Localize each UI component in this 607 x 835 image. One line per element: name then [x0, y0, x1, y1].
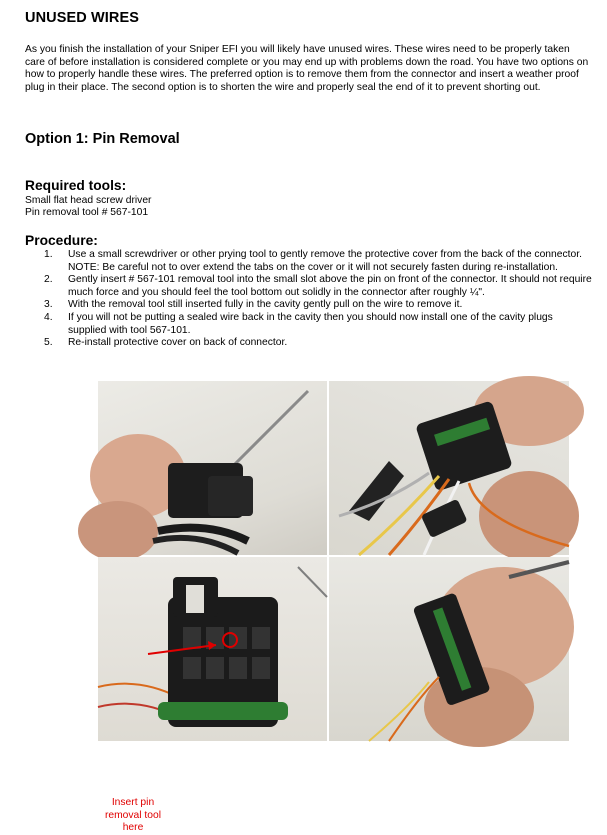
procedure-heading: Procedure:	[25, 233, 98, 248]
intro-paragraph: As you finish the installation of your Sniper EFI you will likely have unused wires. These wires need to be properly taken care of before installation is considered complete or you may end up with problems down the road. You have two options on how to properly handle these wires. The preferred option is to remove them from the connector and insert a weather proof plug in their place. The second option is to shorten the wire and properly seal the end of it to prevent shorting out.	[25, 44, 589, 93]
photo-cover-removed	[329, 381, 569, 555]
procedure-step: 2. Gently insert # 567-101 removal tool into the small slot above the pin on front of the connector. It should not require much force and you should feel the tool bottom out solidly in the connector after roughly ¼".	[44, 274, 592, 298]
photo-remove-cover	[98, 381, 327, 555]
tool-item: Small flat head screw driver	[25, 195, 152, 206]
required-tools-heading: Required tools:	[25, 178, 127, 193]
photo-insert-tool	[98, 557, 327, 834]
callout-insert-pin-tool: Insert pin removal tool here	[104, 797, 162, 834]
page-title: UNUSED WIRES	[25, 10, 139, 26]
option-heading: Option 1: Pin Removal	[25, 131, 180, 147]
procedure-steps	[44, 249, 592, 350]
procedure-step: 4. If you will not be putting a sealed wire back in the cavity then you should now install one of the cavity plugs supplied with tool 567-101.	[44, 311, 553, 336]
procedure-step: 1. Use a small screwdriver or other prying tool to gently remove the protective cover from the back of the connector. NOTE: Be careful not to over extend the tabs on the cover or it will not securely fasten during re-installation.	[44, 249, 582, 273]
tool-item: Pin removal tool # 567-101	[25, 207, 149, 218]
photo-grid	[98, 381, 569, 834]
photo-pull-wire	[329, 557, 569, 741]
procedure-step: 5. Re-install protective cover on back of connector.	[44, 337, 288, 349]
procedure-step: 3. With the removal tool still inserted fully in the cavity gently pull on the wire to remove it.	[44, 299, 463, 311]
